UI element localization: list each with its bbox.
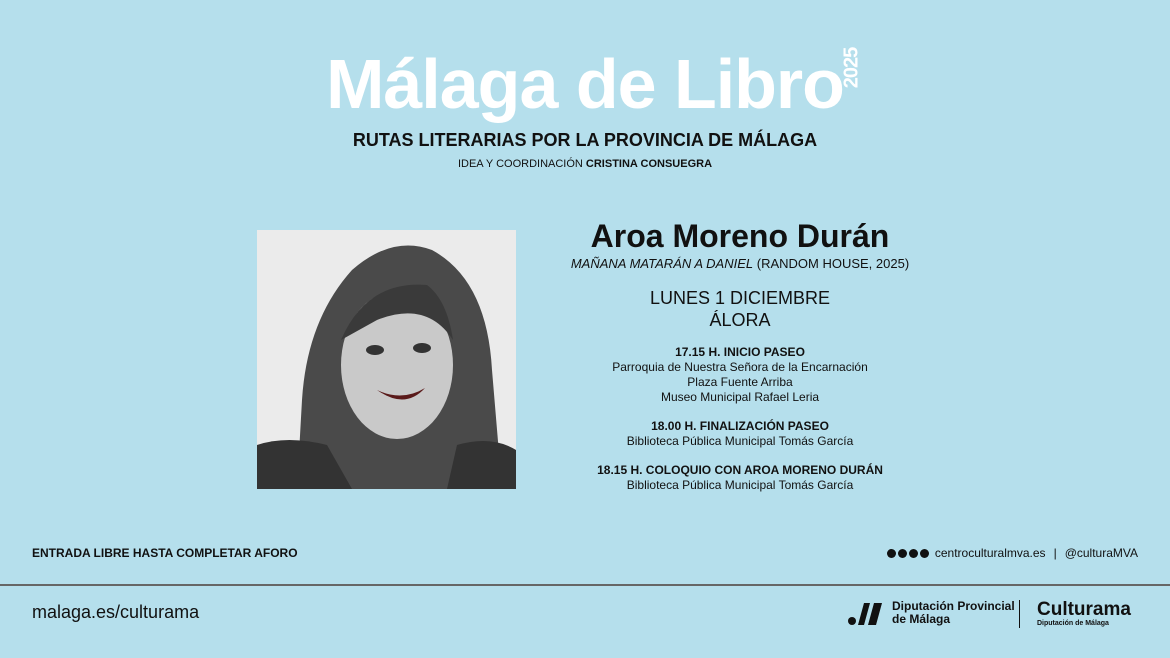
event-time: 18.00 H. FINALIZACIÓN PASEO	[651, 419, 829, 433]
event-item	[560, 463, 920, 493]
event-time: 18.15 H. COLOQUIO CON AROA MORENO DURÁN	[597, 463, 883, 477]
social-icons	[887, 549, 929, 558]
coordination-prefix: IDEA Y COORDINACIÓN	[457, 158, 583, 170]
date-block	[560, 287, 920, 331]
youtube-icon[interactable]	[920, 549, 929, 558]
event-day: LUNES 1 DICIEMBRE	[649, 288, 831, 308]
main-title-text: Málaga de Libro	[326, 45, 844, 123]
diputacion-logo	[848, 600, 1015, 626]
facebook-icon[interactable]	[887, 549, 896, 558]
twitter-icon[interactable]	[898, 549, 907, 558]
event-item	[560, 419, 920, 449]
author-photo	[257, 230, 516, 489]
book-publisher: (RANDOM HOUSE, 2025)	[756, 256, 910, 271]
entrance-note: ENTRADA LIBRE HASTA COMPLETAR AFORO	[32, 546, 298, 560]
event-info	[560, 218, 920, 493]
book-line	[560, 256, 920, 271]
social-handle[interactable]: @culturaMVA	[1064, 546, 1138, 560]
event-location: Biblioteca Pública Municipal Tomás García	[626, 478, 854, 492]
footer-url[interactable]: malaga.es/culturama	[32, 602, 200, 622]
diputacion-mark-icon	[848, 601, 884, 625]
subtitle: RUTAS LITERARIAS POR LA PROVINCIA DE MÁLAGA	[352, 130, 818, 150]
culturama-sub: Diputación de Málaga	[1037, 620, 1109, 627]
diputacion-line-2: de Málaga	[892, 612, 951, 626]
footer-divider	[0, 584, 1170, 586]
instagram-icon[interactable]	[909, 549, 918, 558]
culturama-name: Culturama	[1037, 599, 1131, 620]
diputacion-line-1: Diputación Provincial	[892, 599, 1015, 613]
coordination-credit	[0, 158, 1170, 170]
event-place: ÁLORA	[709, 310, 771, 330]
logo-separator	[1019, 600, 1020, 628]
book-title: MAÑANA MATARÁN A DANIEL	[570, 256, 754, 271]
event-item	[560, 345, 920, 405]
title-block	[0, 44, 1170, 124]
event-location: Plaza Fuente Arriba	[687, 375, 793, 389]
year-label: 2025	[840, 47, 863, 89]
social-links	[887, 546, 1138, 560]
diputacion-text	[892, 600, 1015, 626]
event-location: Parroquia de Nuestra Señora de la Encarnación	[612, 360, 868, 374]
event-location: Museo Municipal Rafael Leria	[660, 390, 820, 404]
culturama-logo	[1037, 600, 1131, 628]
separator: |	[1053, 546, 1057, 560]
site-link[interactable]: centroculturalmva.es	[934, 546, 1046, 560]
event-location: Biblioteca Pública Municipal Tomás García	[626, 434, 854, 448]
author-name: Aroa Moreno Durán	[590, 218, 890, 254]
author-portrait-icon	[257, 230, 516, 489]
coordinator-name: CRISTINA CONSUEGRA	[585, 158, 713, 170]
event-time: 17.15 H. INICIO PASEO	[675, 345, 805, 359]
main-title	[326, 44, 863, 124]
